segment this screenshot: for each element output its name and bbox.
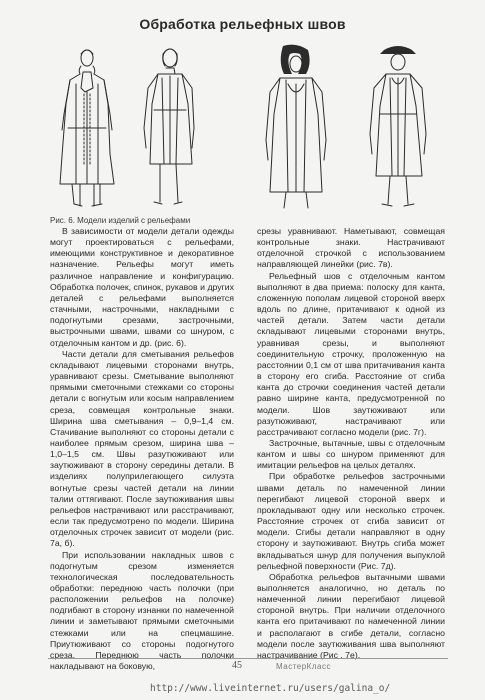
fashion-figure-3 <box>266 45 326 208</box>
paragraph: Обработка рельефов вытачными швами выполняется аналогично, но деталь по намеченной линии перегибают лицевой стороной внутрь. При наличии отделочного канта его притачивают по намеченной линии и располагают в сгибе детали, согласно модели после заутюживания шва выполняют настрачивание (Рис . 7е). <box>257 571 445 660</box>
magazine-name: МастерКласс <box>276 662 331 671</box>
paragraph: При использовании накладных швов с подогнутым срезом изменяется технологическая последовательность обработки: переднюю часть полочки (при расположении рельефов на полочке) подгибают в сторону изнанки по намеченной линии и заметывают прямыми сметочными стежками или на спецмашине. Приутюживают со стороны подогнутого среза. Переднюю часть полочки накладывают на боковую, <box>50 549 234 672</box>
paragraph: Части детали для сметывания рельефов складывают лицевыми сторонами внутрь, уравнивают срезы. Сметывание выполняют прямыми сметочными стежками со стороны детали с вогнутым или косым направлением среза, совмещая контрольные знаки. Ширина шва сметывания – 0,9–1,4 см. Стачивание выполняют со стороны детали с наиболее прямым срезом, ширина шва – 1,0–1,5 см. Швы разутюживают или заутюживают в сторону середины детали. В изделиях полуприлегающего силуэта вогнутые срезы частей детали на линии талии оттягивают. После заутюживания швы рельефов настрачивают или расстрачивают, если так предусмотрено по модели. Ширина отделочных строчек зависит от модели (рис. 7а, б). <box>50 348 234 549</box>
watermark-url: http://www.liveinternet.ru/users/galina_o/ <box>150 683 391 694</box>
left-column <box>50 226 234 672</box>
paragraph: Застрочные, вытачные, швы с отделочным кантом и швы со шнуром применяют для имитации рельефов на целых деталях. <box>257 437 445 471</box>
fashion-figure-1 <box>60 50 114 206</box>
figure-caption: Рис. 6. Модели изделий с рельефами <box>50 216 191 225</box>
paragraph: При обработке рельефов застрочными швами деталь по намеченной линии перегибают лицевой стороной вверх и прокладывают одну или несколько строчек. Расстояние строчек от сгиба зависит от модели. Сгибы детали направляют в одну сторону и заутюживают. Внутрь сгиба может вкладываться шнур для получения выпуклой рельефной поверхности (Рис. 7д). <box>257 471 445 571</box>
paragraph: срезы уравнивают. Наметывают, совмещая контрольные знаки. Настрачивают отделочной строчкой с использованием направляющей линейки (рис. 7в). <box>257 226 445 270</box>
paragraph: В зависимости от модели детали одежды могут проектироваться с рельефами, имеющими конструктивное и декоративное назначение. Рельефы могут иметь различное направление и конфигурацию. Обработка полочек, спинок, рукавов и других деталей с рельефами выполняется стачными, настрочными, накладными с подогнутыми срезами, застрочными, выстрочными швами, швами со шнуром, с отделочным кантом и др. (рис. 6). <box>50 226 234 348</box>
footer-divider <box>48 658 448 659</box>
fashion-figure-2 <box>144 49 194 204</box>
fashion-figure-4 <box>370 46 426 206</box>
paragraph: Рельефный шов с отделочным кантом выполняют в два приема: полоску для канта, сложенную пополам лицевой стороной вверх вдоль по длине, притачивают к одной из частей детали. Затем части детали складывают лицевыми сторонами внутрь, уравнивая срезы, и выполняют соединительную строчку, проложенную на расстоянии 0,1 см от шва притачивания канта в сторону его сгиба. Расстояние от сгиба канта до строчки соединения частей детали равно ширине канта, предусмотренной по модели. Шов заутюживают или разутюживают, настрачивают или расстрачивают согласно модели (рис. 7г). <box>257 270 445 437</box>
page-number: 45 <box>232 660 242 671</box>
page-title: Обработка рельефных швов <box>139 16 346 32</box>
right-column <box>257 226 445 661</box>
figure-illustrations <box>50 44 450 210</box>
